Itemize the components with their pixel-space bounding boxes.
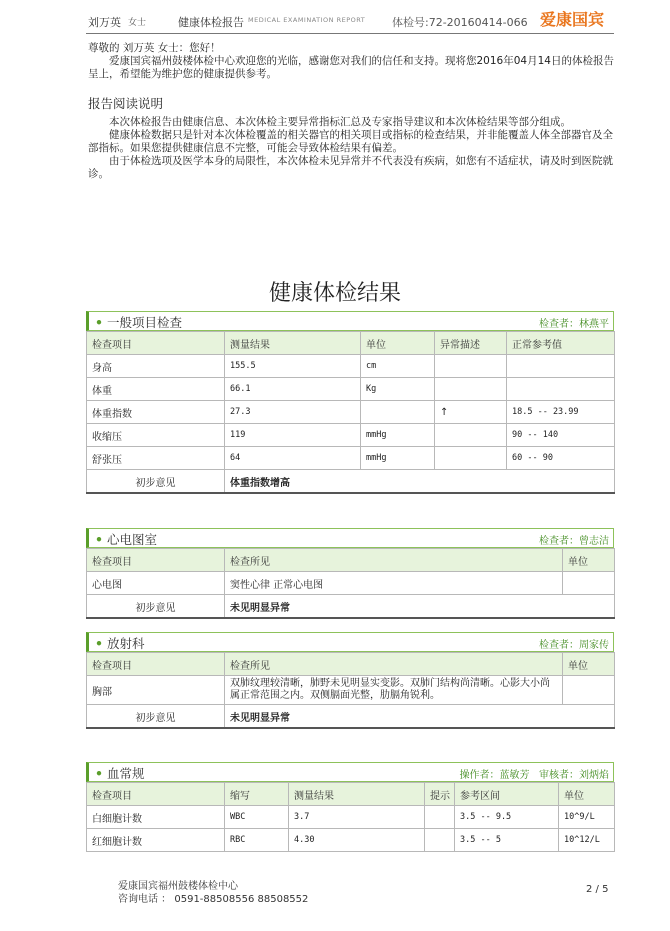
general-exam-header: [86, 311, 614, 331]
patient-gender: 女士: [128, 18, 147, 28]
cell-unit: [563, 572, 615, 595]
table-row: [87, 676, 615, 705]
column-header: 提示: [425, 783, 455, 806]
guide-paragraph: 由于体检选项及医学本身的局限性，本次体检未见异常并不代表没有疾病，如您有不适症状，请及时到医院就诊。: [88, 155, 613, 180]
brand-logo: 爱康国宾: [540, 10, 605, 29]
up-arrow-icon: ↑: [435, 401, 507, 424]
ecg-header: [86, 528, 614, 548]
table-row: [87, 806, 615, 829]
summary-text: 未见明显异常: [225, 705, 615, 729]
examiner-label: 检查者：: [539, 640, 579, 651]
cell-abnormal: [435, 447, 507, 470]
cell-item: 身高: [87, 355, 225, 378]
exam-id: 体检号:72-20160414-066: [392, 16, 528, 29]
table-header-row: [87, 653, 615, 676]
reading-guide-title: 报告阅读说明: [88, 96, 164, 111]
operator-label: 操作者：: [459, 770, 500, 781]
column-header: 单位: [563, 549, 615, 572]
cell-reference: 90 -- 140: [507, 424, 615, 447]
cell-abnormal: [435, 424, 507, 447]
cell-unit: [563, 676, 615, 705]
table-header-row: [87, 783, 615, 806]
cell-result: 119: [225, 424, 361, 447]
cell-item: 白细胞计数: [87, 806, 225, 829]
column-header: 检查项目: [87, 549, 225, 572]
cell-hint: [425, 806, 455, 829]
column-header: 检查项目: [87, 653, 225, 676]
column-header: 单位: [559, 783, 615, 806]
examiner-name: 曾志洁: [579, 536, 609, 547]
section-title: 一般项目检查: [107, 315, 183, 330]
footer-phone: 咨询电话 ： 0591-88508556 88508552: [118, 894, 309, 905]
summary-label: 初步意见: [87, 595, 225, 619]
radiology-card: [86, 632, 614, 729]
summary-label: 初步意见: [87, 470, 225, 494]
table-row: [87, 378, 615, 401]
bullet-icon: •: [95, 532, 103, 547]
column-header: 检查所见: [225, 549, 563, 572]
section-title: 放射科: [107, 636, 145, 651]
table-row: [87, 424, 615, 447]
examiner-label: 检查者：: [539, 319, 579, 330]
page-number: 2 / 5: [586, 884, 609, 895]
cell-reference: [507, 378, 615, 401]
cell-unit: cm: [361, 355, 435, 378]
cell-abbr: RBC: [225, 829, 289, 852]
column-header: 单位: [563, 653, 615, 676]
operator-name: 蓝敏芳: [499, 770, 530, 781]
bullet-icon: •: [95, 636, 103, 651]
results-title: 健康体检结果: [268, 281, 401, 306]
examiner-name: 周家传: [579, 640, 609, 651]
section-title: 心电图室: [107, 532, 158, 547]
examiner-name: 林燕平: [579, 319, 609, 330]
report-subtitle: MEDICAL EXAMINATION REPORT: [248, 16, 366, 24]
column-header: 检查项目: [87, 783, 225, 806]
column-header: 异常描述: [435, 332, 507, 355]
summary-row: [87, 470, 615, 494]
cell-unit: mmHg: [361, 424, 435, 447]
radiology-header: [86, 632, 614, 652]
cell-abnormal: [435, 378, 507, 401]
column-header: 单位: [361, 332, 435, 355]
footer: [118, 880, 308, 906]
cell-unit: mmHg: [361, 447, 435, 470]
summary-row: [87, 595, 615, 619]
blood-routine-table: [86, 782, 615, 852]
reviewer-name: 刘炳焰: [579, 770, 609, 781]
bullet-icon: •: [95, 766, 103, 781]
cell-finding: 窦性心律 正常心电图: [225, 572, 563, 595]
summary-row: [87, 705, 615, 729]
cell-result: 155.5: [225, 355, 361, 378]
summary-label: 初步意见: [87, 705, 225, 729]
cell-result: 4.30: [289, 829, 425, 852]
header-divider: [86, 33, 614, 34]
table-header-row: [87, 549, 615, 572]
ecg-card: [86, 528, 614, 619]
patient-name: 刘万英: [88, 16, 121, 29]
cell-item: 舒张压: [87, 447, 225, 470]
summary-text: 体重指数增高: [225, 470, 615, 494]
cell-hint: [425, 829, 455, 852]
cell-item: 体重指数: [87, 401, 225, 424]
table-row: [87, 572, 615, 595]
cell-item: 红细胞计数: [87, 829, 225, 852]
guide-paragraph: 健康体检数据只是针对本次体检覆盖的相关器官的相关项目或指标的检查结果，并非能覆盖人体全部器官及全部指标。如果您提供健康信息不完整，可能会导致体检结果有偏差。: [88, 129, 613, 154]
column-header: 测量结果: [289, 783, 425, 806]
greeting: 尊敬的 刘万英 女士：您好！: [88, 42, 221, 54]
column-header: 测量结果: [225, 332, 361, 355]
table-row: [87, 829, 615, 852]
radiology-table: [86, 652, 615, 729]
report-title: 健康体检报告: [178, 16, 244, 29]
cell-reference: 3.5 -- 5: [455, 829, 559, 852]
cell-item: 收缩压: [87, 424, 225, 447]
column-header: 缩写: [225, 783, 289, 806]
cell-result: 27.3: [225, 401, 361, 424]
cell-abbr: WBC: [225, 806, 289, 829]
table-row: [87, 447, 615, 470]
column-header: 参考区间: [455, 783, 559, 806]
bullet-icon: •: [95, 315, 103, 330]
general-exam-card: [86, 311, 614, 494]
welcome-text: 爱康国宾福州鼓楼体检中心欢迎您的光临，感谢您对我们的信任和支持。现将您2016年04月14日的体检报告呈上，希望能为维护您的健康提供参考。: [88, 55, 614, 80]
cell-item: 胸部: [87, 676, 225, 705]
cell-unit: 10^12/L: [559, 829, 615, 852]
general-exam-table: [86, 331, 615, 494]
table-row: [87, 401, 615, 424]
cell-result: 3.7: [289, 806, 425, 829]
cell-unit: 10^9/L: [559, 806, 615, 829]
letter: [88, 42, 614, 81]
cell-reference: 18.5 -- 23.99: [507, 401, 615, 424]
cell-reference: [507, 355, 615, 378]
section-title: 血常规: [107, 766, 145, 781]
ecg-table: [86, 548, 615, 619]
footer-org: 爱康国宾福州鼓楼体检中心: [118, 881, 238, 892]
column-header: 检查所见: [225, 653, 563, 676]
cell-item: 体重: [87, 378, 225, 401]
examiner-label: 检查者：: [539, 536, 579, 547]
cell-reference: 3.5 -- 9.5: [455, 806, 559, 829]
blood-routine-card: [86, 762, 614, 852]
cell-abnormal: [435, 355, 507, 378]
table-header-row: [87, 332, 615, 355]
cell-result: 66.1: [225, 378, 361, 401]
cell-unit: [361, 401, 435, 424]
cell-finding: 双肺纹理较清晰，肺野未见明显实变影。双肺门结构尚清晰。心影大小尚属正常范围之内。双侧膈面光整，肋膈角锐利。: [225, 676, 563, 705]
cell-reference: 60 -- 90: [507, 447, 615, 470]
guide-paragraph: 本次体检报告由健康信息、本次体检主要异常指标汇总及专家指导建议和本次体检结果等部分组成。: [109, 116, 571, 128]
cell-result: 64: [225, 447, 361, 470]
column-header: 正常参考值: [507, 332, 615, 355]
blood-routine-header: [86, 762, 614, 782]
summary-text: 未见明显异常: [225, 595, 615, 619]
cell-unit: Kg: [361, 378, 435, 401]
reviewer-label: 审核者：: [539, 770, 579, 781]
column-header: 检查项目: [87, 332, 225, 355]
cell-item: 心电图: [87, 572, 225, 595]
reading-guide: [88, 116, 614, 181]
table-row: [87, 355, 615, 378]
